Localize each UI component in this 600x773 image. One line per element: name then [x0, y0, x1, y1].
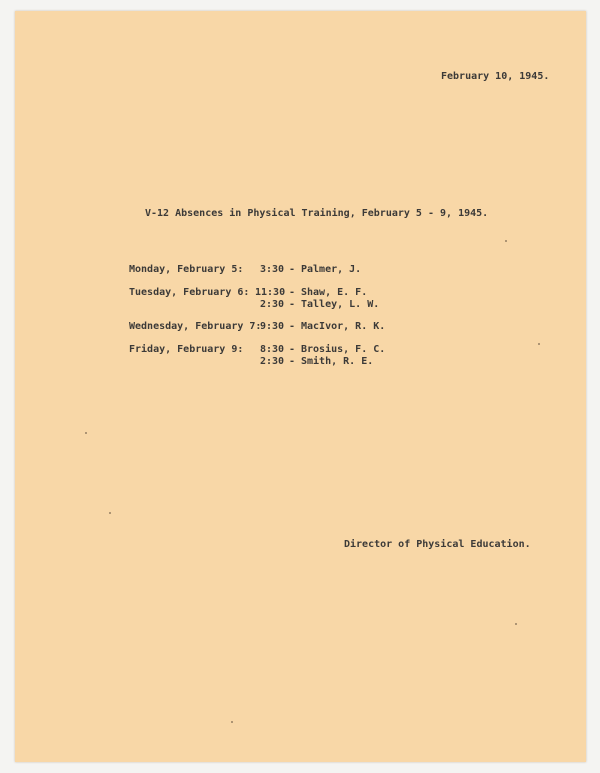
dash: -: [289, 299, 296, 310]
signature-line: Director of Physical Education.: [344, 539, 531, 550]
absence-day: Tuesday, February 6:: [129, 287, 250, 298]
paper-speck: [505, 240, 507, 242]
absence-time: 9:30: [260, 321, 285, 332]
absence-name: Smith, R. E.: [301, 356, 374, 367]
paper-speck: [109, 512, 111, 514]
absence-time: 2:30: [260, 356, 285, 367]
absence-day: Monday, February 5:: [129, 264, 244, 275]
absence-day: Friday, February 9:: [129, 344, 244, 355]
document-page: [15, 11, 586, 762]
dash: -: [289, 287, 296, 298]
document-date: February 10, 1945.: [441, 71, 550, 82]
absence-name: Brosius, F. C.: [301, 344, 386, 355]
paper-speck: [515, 623, 517, 625]
paper-speck: [538, 343, 540, 345]
absence-time: 11:30: [255, 287, 286, 298]
dash: -: [289, 264, 296, 275]
absence-name: Palmer, J.: [301, 264, 362, 275]
absence-time: 2:30: [260, 299, 285, 310]
dash: -: [289, 321, 296, 332]
absence-day: Wednesday, February 7:: [129, 321, 262, 332]
paper-speck: [85, 432, 87, 434]
absence-name: MacIvor, R. K.: [301, 321, 386, 332]
document-title: V-12 Absences in Physical Training, February 5 - 9, 1945.: [145, 208, 489, 219]
absence-time: 3:30: [260, 264, 285, 275]
paper-speck: [231, 721, 233, 723]
absence-name: Talley, L. W.: [301, 299, 380, 310]
dash: -: [289, 344, 296, 355]
absence-time: 8:30: [260, 344, 285, 355]
dash: -: [289, 356, 296, 367]
absence-name: Shaw, E. F.: [301, 287, 368, 298]
